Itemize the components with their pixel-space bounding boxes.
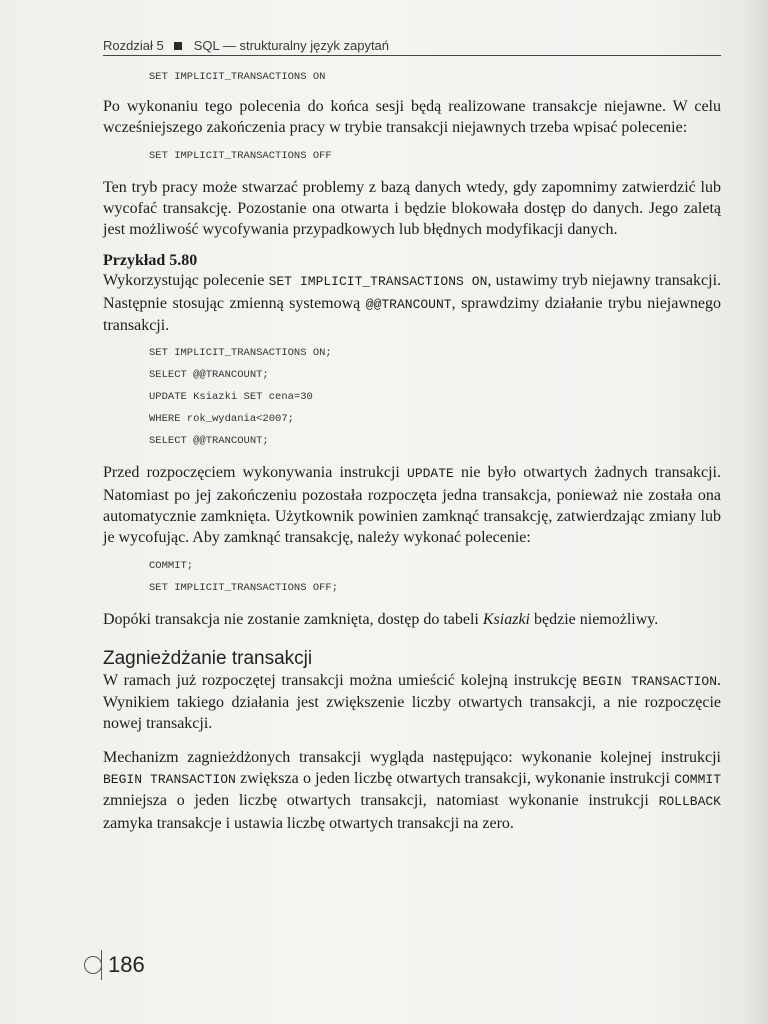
code-line: SET IMPLICIT_TRANSACTIONS ON;	[149, 347, 332, 360]
text-run: , sprawdzimy działanie trybu niejawnego transakcji.	[103, 294, 721, 335]
text-run: zamyka transakcje i ustawia liczbę otwartych transakcji na zero.	[103, 814, 514, 832]
code-block-3	[149, 346, 721, 456]
text-run: Przed rozpoczęciem wykonywania instrukcji	[103, 464, 408, 482]
page-content	[103, 70, 721, 834]
paragraph-3	[103, 462, 721, 548]
text-run: , ustawimy tryb niejawny transakcji. Następnie stosując zmienną systemową	[103, 272, 722, 312]
code-line: SELECT @@TRANCOUNT;	[149, 435, 269, 448]
inline-code: ROLLBACK	[658, 794, 721, 810]
paragraph-5	[103, 670, 721, 735]
inline-code: SET IMPLICIT_TRANSACTIONS ON	[268, 274, 488, 290]
inline-code: @@TRANCOUNT	[365, 296, 452, 312]
example-title: Przykład 5.80	[103, 252, 198, 270]
paragraph-1: Po wykonaniu tego polecenia do końca sesji będą realizowane transakcje niejawne. W celu wcześniejszego zakończenia pracy w trybie transakcji niejawnych trzeba wpisać polecenie:	[103, 98, 721, 137]
paragraph-4	[103, 609, 721, 630]
paragraph-2: Ten tryb pracy może stwarzać problemy z bazą danych wtedy, gdy zapomnimy zatwierdzić lub wycofać transakcję. Pozostanie ona otwarta i będzie blokowała dostęp do danych. Jego zaletą jest możliwość wycofywania przypadkowych lub błędnych modyfikacji danych.	[103, 178, 721, 239]
code-line: SET IMPLICIT_TRANSACTIONS OFF;	[149, 581, 339, 594]
inline-code: COMMIT	[674, 772, 721, 788]
square-bullet-icon	[174, 42, 182, 50]
text-run: Mechanizm zagnieżdżonych transakcji wygląda następująco: wykonanie kolejnej instrukcji	[103, 748, 721, 766]
text-run: będzie niemożliwy.	[530, 610, 659, 628]
code-line: SET IMPLICIT_TRANSACTIONS ON	[149, 71, 326, 83]
page-number: 186	[108, 952, 145, 977]
code-line: SELECT @@TRANCOUNT;	[149, 369, 269, 382]
text-run: nie było otwartych żadnych transakcji. Natomiast po jej zakończeniu pozostała rozpoczęta jedna transakcja, ponieważ nie została ona automatycznie zamknięta. Użytkownik powinien zamknąć transakcję, zatwierdzając zmiany lub je wycofując. Aby zamknąć transakcję, należy wykonać polecenie:	[103, 464, 721, 547]
running-header	[103, 38, 721, 56]
inline-code: BEGIN TRANSACTION	[103, 772, 236, 788]
text-run: Wykorzystując polecenie	[103, 272, 269, 290]
code-block-2	[149, 149, 721, 163]
text-run: W ramach już rozpoczętej transakcji można umieścić kolejną instrukcję	[103, 671, 583, 689]
table-name: Ksiazki	[482, 610, 530, 628]
text-run: Dopóki transakcja nie zostanie zamknięta, dostęp do tabeli	[103, 610, 483, 628]
page-number-ornament-icon	[84, 950, 106, 980]
inline-code: UPDATE	[407, 466, 454, 482]
code-block-1	[149, 70, 721, 84]
code-line: SET IMPLICIT_TRANSACTIONS OFF	[149, 149, 332, 162]
text-run: zmniejsza o jeden liczbę otwartych transakcji, natomiast wykonanie instrukcji	[103, 792, 659, 810]
code-block-4	[149, 559, 721, 603]
text-run: zwiększa o jeden liczbę otwartych transakcji, wykonanie instrukcji	[235, 770, 675, 788]
chapter-title: SQL — strukturalny język zapytań	[193, 38, 390, 53]
chapter-label: Rozdział 5	[103, 38, 164, 53]
page-edge-shadow	[744, 0, 768, 1024]
code-line: UPDATE Ksiazki SET cena=30	[149, 391, 313, 404]
code-line: WHERE rok_wydania<2007;	[149, 413, 294, 426]
code-line: COMMIT;	[149, 559, 194, 572]
section-title: Zagnieżdżanie transakcji	[103, 647, 313, 669]
paragraph-6	[103, 747, 721, 834]
example-description	[103, 270, 721, 336]
inline-code: BEGIN TRANSACTION	[582, 673, 717, 689]
text-run: . Wynikiem takiego działania jest zwiększenie liczby otwartych transakcji, a nie rozpoczęcie nowej transakcji.	[103, 671, 721, 733]
page-footer	[84, 950, 145, 980]
